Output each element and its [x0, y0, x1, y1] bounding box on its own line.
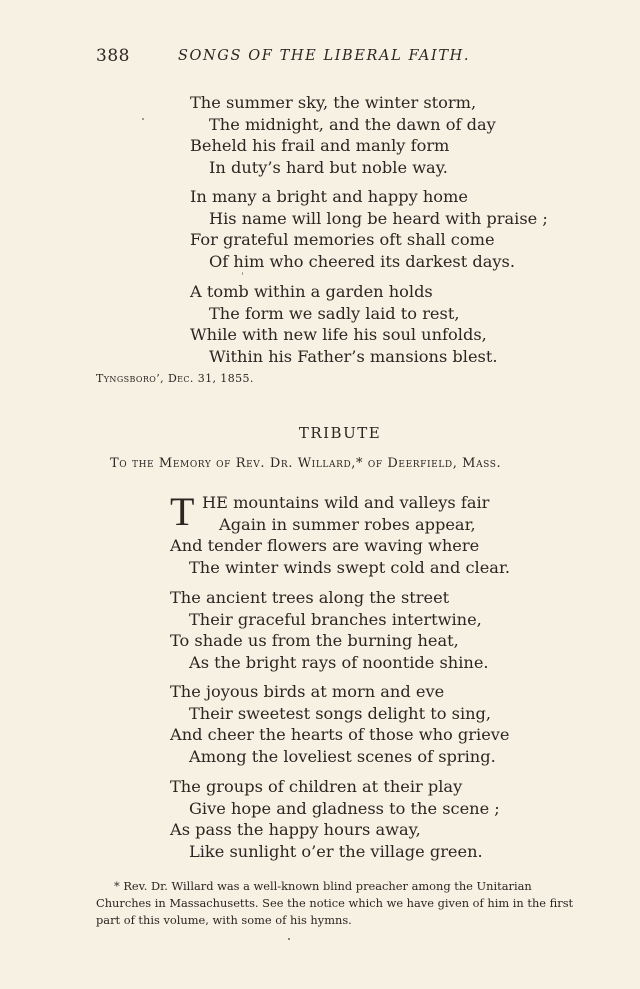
- footnote-line: Churches in Massachusetts. See the notice which we have given of him in the first: [96, 896, 574, 910]
- poem-line: Beheld his frail and manly form: [190, 136, 450, 156]
- page-speck: [142, 118, 144, 120]
- poem-line: The midnight, and the dawn of day: [209, 114, 496, 134]
- poem2-subtitle: To the Memory of Rev. Dr. Willard,* of Deerfield, Mass.: [110, 456, 502, 471]
- poem-line: His name will long be heard with praise ;: [209, 208, 548, 228]
- poem-line: While with new life his soul unfolds,: [190, 325, 487, 345]
- poem1-dateline: Tyngsboro’, Dec. 31, 1855.: [96, 372, 254, 385]
- footnote-line: * Rev. Dr. Willard was a well-known blind preacher among the Unitarian: [114, 879, 532, 893]
- poem2-stanza-1: [170, 489, 511, 579]
- poem-line: As the bright rays of noontide shine.: [189, 653, 489, 673]
- poem-line: Again in summer robes appear,: [219, 514, 476, 534]
- poem-line: The joyous birds at morn and eve: [170, 682, 445, 701]
- poem-line: Their graceful branches intertwine,: [189, 609, 482, 629]
- page-speck: [288, 938, 290, 940]
- running-title: SONGS OF THE LIBERAL FAITH.: [178, 48, 471, 64]
- poem-line: And cheer the hearts of those who grieve: [170, 725, 510, 745]
- poem-line: Their sweetest songs delight to sing,: [189, 703, 492, 723]
- poem-line: Give hope and gladness to the scene ;: [189, 798, 500, 818]
- page-speck: [242, 272, 243, 275]
- poem1-stanza-3: [190, 281, 498, 368]
- poem-line: The summer sky, the winter storm,: [190, 93, 477, 112]
- poem-line: A tomb within a garden holds: [190, 282, 433, 301]
- poem-line: The ancient trees along the street: [170, 588, 450, 607]
- poem-line: For grateful memories oft shall come: [190, 230, 495, 250]
- footnote-line: part of this volume, with some of his hymns.: [96, 913, 352, 927]
- poem-line: In duty’s hard but noble way.: [209, 158, 448, 178]
- poem-line: In many a bright and happy home: [190, 187, 468, 206]
- poem-line: The winter winds swept cold and clear.: [189, 558, 511, 578]
- poem-line: Like sunlight o’er the village green.: [189, 842, 483, 862]
- poem-line: Of him who cheered its darkest days.: [209, 252, 515, 272]
- poem1-stanza-2: [190, 186, 548, 273]
- poem-line: As pass the happy hours away,: [170, 820, 421, 840]
- footnote: [96, 878, 590, 929]
- poem-line: To shade us from the burning heat,: [170, 631, 459, 651]
- poem1-stanza-1: [190, 92, 496, 179]
- poem2-title: TRIBUTE: [298, 424, 382, 442]
- poem2-stanza-3: [170, 681, 510, 768]
- poem-line: Within his Father’s mansions blest.: [209, 347, 498, 367]
- poem-line: The groups of children at their play: [170, 777, 463, 796]
- poem-line: And tender flowers are waving where: [170, 536, 480, 556]
- page-header: [96, 46, 516, 74]
- poem-line: Among the loveliest scenes of spring.: [189, 747, 496, 767]
- poem-line: The form we sadly laid to rest,: [209, 303, 460, 323]
- drop-cap: T: [170, 489, 195, 534]
- page-number: 388: [96, 46, 130, 66]
- poem2-stanza-4: [170, 776, 500, 863]
- poem-line: HE mountains wild and valleys fair: [202, 493, 490, 512]
- poem2-stanza-2: [170, 587, 489, 674]
